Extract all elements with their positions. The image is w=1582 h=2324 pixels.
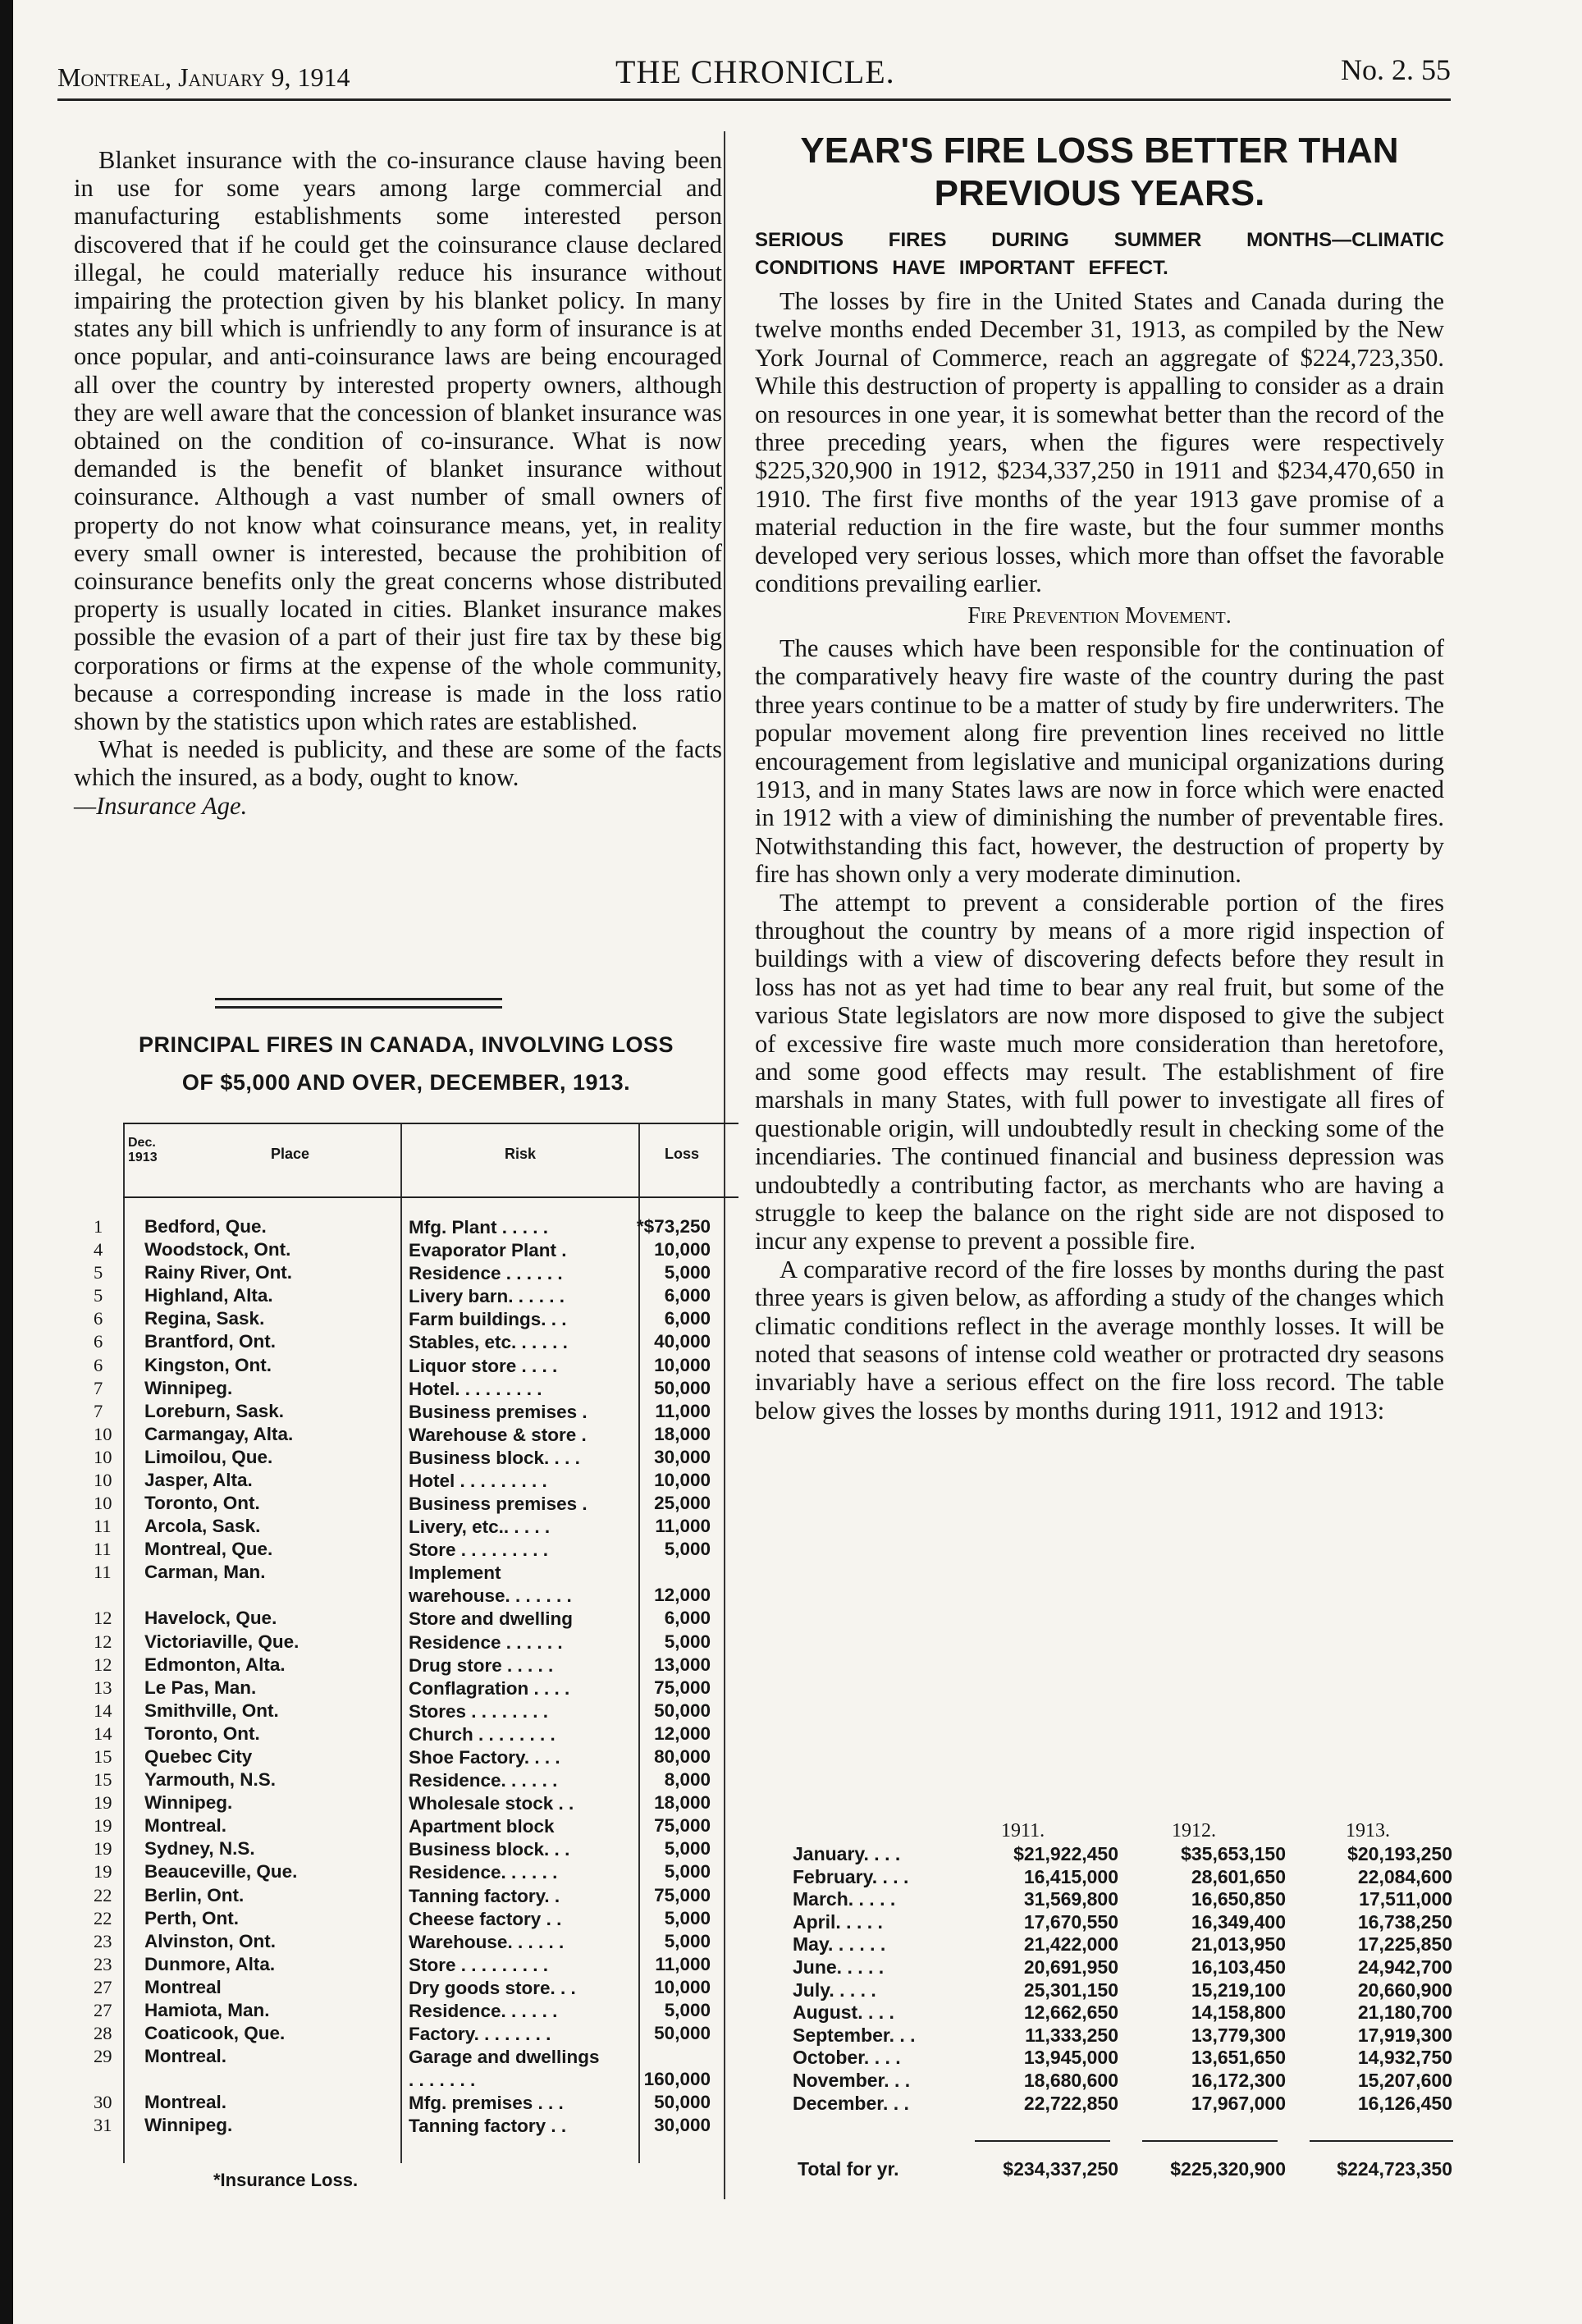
- col-header-place: Place: [271, 1146, 310, 1162]
- fire-place: Edmonton, Alta.: [144, 1654, 286, 1675]
- fires-table-row: [94, 1377, 738, 1401]
- loss-1912: 15,219,100: [1191, 1979, 1286, 2001]
- fire-place: Quebec City: [144, 1745, 253, 1767]
- fire-loss: 50,000: [654, 2023, 711, 2044]
- fire-date: 10: [94, 1423, 112, 1444]
- fire-date: 6: [94, 1308, 103, 1329]
- fires-table-footnote: *Insurance Loss.: [213, 2170, 359, 2190]
- loss-1913: $20,193,250: [1347, 1843, 1452, 1864]
- loss-1912: 16,349,400: [1191, 1910, 1286, 1933]
- fires-table-row: [94, 1562, 738, 1608]
- fire-place: Winnipeg.: [144, 1792, 233, 1814]
- loss-1913: 24,942,700: [1357, 1956, 1452, 1978]
- left-article-paragraph-1: Blanket insurance with the co-insurance clause having been in use for some years among large commercial and manufacturing establishments some interested person discovered that if he could get the coinsurance clause declared illegal, he could materially reduce his insurance without impairing the protection given by his blanket policy. In many states any bill which is unfriendly to any form of insurance is at once popular, and anti-coinsurance laws are being encouraged all over the country by interested property owners, although they are well aware that the concession of blanket insurance was obtained on the condition of co-insurance. What is now demanded is the benefit of blanket insurance without coinsurance. Although a vast number of small owners of property do not know what coinsurance means, yet, in reality every small owner is interested, because the prohibition of coinsurance benefits only the great concerns whose distributed property is usually located in cities. Blanket insurance makes possible the evasion of a part of their just fire tax by these big corporations or firms at the expense of the whole community, because a corresponding increase is made in the loss ratio shown by the statistics upon which rates are established.: [74, 146, 722, 736]
- fire-place: Woodstock, Ont.: [144, 1239, 291, 1260]
- loss-1911: 16,415,000: [1023, 1865, 1118, 1887]
- fire-loss: 5,000: [664, 2000, 711, 2020]
- fire-loss: 13,000: [654, 1654, 711, 1675]
- month-label: July. . . . .: [793, 1979, 876, 2001]
- loss-1912: 16,103,450: [1191, 1956, 1286, 1978]
- fire-date: 7: [94, 1377, 103, 1398]
- fire-place: Sydney, N.S.: [144, 1838, 255, 1860]
- fire-place: Brantford, Ont.: [144, 1331, 276, 1352]
- fires-table-row: [94, 2092, 738, 2115]
- fires-table-row: [94, 1493, 738, 1516]
- fire-loss: 18,000: [654, 1792, 711, 1814]
- fire-loss: 40,000: [654, 1331, 711, 1352]
- fires-table-row: [94, 1354, 738, 1378]
- fire-place: Arcola, Sask.: [144, 1516, 261, 1537]
- fire-loss: 18,000: [654, 1423, 711, 1444]
- fire-place: Carman, Man.: [144, 1562, 266, 1583]
- fire-date: 22: [94, 1907, 112, 1928]
- fire-date: 10: [94, 1493, 112, 1514]
- monthly-table-row: [788, 2070, 1461, 2093]
- fire-loss: 10,000: [654, 1354, 711, 1375]
- fire-date: 27: [94, 2000, 112, 2020]
- fire-place: Highland, Alta.: [144, 1285, 273, 1306]
- loss-1913: 16,738,250: [1357, 1910, 1452, 1933]
- fires-table-row: [94, 1745, 738, 1769]
- fire-risk: Farm buildings. . .: [409, 1309, 567, 1330]
- fires-table-row: [94, 1239, 738, 1262]
- fire-loss: 5,000: [664, 1539, 711, 1560]
- fire-place: Coaticook, Que.: [144, 2023, 286, 2044]
- right-article: [755, 130, 1444, 1425]
- fire-loss: 50,000: [654, 2092, 711, 2113]
- right-article-subtitle: SERIOUS FIRES DURING SUMMER MONTHS—CLIMATIC CONDITIONS HAVE IMPORTANT EFFECT.: [755, 229, 1444, 279]
- month-label: October. . . .: [793, 2047, 901, 2069]
- fires-table-row: [94, 1631, 738, 1654]
- page-header: [57, 48, 1451, 105]
- col-header-dec: Dec. 1913: [128, 1136, 158, 1164]
- fire-risk: Cheese factory . .: [409, 1908, 562, 1929]
- fire-date: 5: [94, 1285, 103, 1306]
- fires-table-row: [94, 1608, 738, 1631]
- fire-loss: 75,000: [654, 1815, 711, 1837]
- loss-1911: 18,680,600: [1023, 2069, 1118, 2091]
- monthly-table-row: [788, 1843, 1461, 1866]
- fire-risk: Factory. . . . . . . .: [409, 2024, 551, 2045]
- loss-1913: 15,207,600: [1357, 2069, 1452, 2091]
- fire-risk: Shoe Factory. . . .: [409, 1746, 560, 1768]
- fire-date: 31: [94, 2115, 112, 2136]
- fire-loss: 5,000: [664, 1838, 711, 1860]
- fire-date: 15: [94, 1769, 112, 1791]
- fire-date: 12: [94, 1631, 112, 1652]
- fires-table-row: [94, 2115, 738, 2138]
- fire-place: Dunmore, Alta.: [144, 1953, 276, 1974]
- loss-1911: 22,722,850: [1023, 2092, 1118, 2114]
- fire-risk: Liquor store . . . .: [409, 1355, 558, 1376]
- fire-place: Carmangay, Alta.: [144, 1423, 294, 1444]
- monthly-table-year-headers: [788, 1820, 1461, 1843]
- fire-place: Montreal.: [144, 1815, 227, 1837]
- fires-table: [94, 1123, 738, 2138]
- fire-place: Regina, Sask.: [144, 1308, 265, 1329]
- fires-table-row: [94, 1331, 738, 1354]
- fire-date: 19: [94, 1861, 112, 1883]
- fire-loss: *$73,250: [636, 1216, 711, 1237]
- fire-loss: 10,000: [654, 1239, 711, 1260]
- fires-table-row: [94, 1446, 738, 1470]
- monthly-loss-table: [788, 1820, 1461, 2115]
- total-rule-1911: [975, 2140, 1110, 2142]
- fires-table-row: [94, 1423, 738, 1447]
- fire-place: Perth, Ont.: [144, 1907, 240, 1928]
- fires-table-row: [94, 2023, 738, 2046]
- loss-1911: 12,662,650: [1023, 2001, 1118, 2024]
- fire-loss: 30,000: [654, 2115, 711, 2136]
- fires-table-row: [94, 1907, 738, 1931]
- fire-date: 6: [94, 1331, 103, 1352]
- fires-table-row: [94, 1769, 738, 1792]
- loss-1913: 17,511,000: [1359, 1888, 1452, 1910]
- fire-loss: 10,000: [654, 1470, 711, 1491]
- fire-place: Smithville, Ont.: [144, 1700, 279, 1721]
- month-label: April. . . . .: [793, 1910, 883, 1933]
- left-article-source: —Insurance Age.: [74, 791, 248, 820]
- loss-1912: 13,779,300: [1191, 2024, 1286, 2046]
- fire-place: Winnipeg.: [144, 2115, 233, 2136]
- monthly-table-row: [788, 1888, 1461, 1911]
- ornament-rule-bottom: [215, 1006, 502, 1009]
- fires-table-row: [94, 2046, 738, 2092]
- fire-risk: Business premises .: [409, 1401, 588, 1422]
- monthly-table-row: [788, 1979, 1461, 2002]
- right-article-paragraph-4: A comparative record of the fire losses by months during the past three years is given below, as affording a study of the changes which climatic conditions reflect in the average monthly losses. It will be noted that seasons of intense cold weather or protracted dry seasons invariably have a serious effect on the fire loss record. The table below gives the losses by months during 1911, 1912 and 1913:: [755, 1255, 1444, 1425]
- fires-table-row: [94, 1308, 738, 1331]
- fires-table-row: [94, 1677, 738, 1700]
- fires-table-row: [94, 1953, 738, 1977]
- fire-place: Jasper, Alta.: [144, 1470, 253, 1491]
- binding-edge: [0, 0, 13, 2324]
- fire-date: 28: [94, 2023, 112, 2044]
- monthly-table-row: [788, 2024, 1461, 2047]
- fire-risk: Evaporator Plant .: [409, 1240, 567, 1261]
- fire-risk: Business premises .: [409, 1494, 588, 1515]
- fire-loss: 5,000: [664, 1631, 711, 1652]
- loss-1913: 20,660,900: [1357, 1979, 1452, 2001]
- fires-table-row: [94, 1539, 738, 1562]
- fire-date: 29: [94, 2046, 112, 2067]
- fire-risk: Residence. . . . . .: [409, 1862, 558, 1883]
- fire-risk: Tanning factory . .: [409, 2116, 567, 2137]
- fire-date: 4: [94, 1239, 103, 1260]
- loss-1913: 17,919,300: [1357, 2024, 1452, 2046]
- fire-loss: 80,000: [654, 1745, 711, 1767]
- fire-loss: 5,000: [664, 1861, 711, 1883]
- fire-risk: Wholesale stock . .: [409, 1793, 574, 1814]
- fire-risk: Residence. . . . . .: [409, 2001, 558, 2021]
- fires-table-row: [94, 1838, 738, 1861]
- monthly-table-row: [788, 1933, 1461, 1956]
- fires-table-row: [94, 1722, 738, 1746]
- fire-loss: 6,000: [664, 1285, 711, 1306]
- fire-place: Montreal.: [144, 2092, 227, 2113]
- fire-place: Montreal, Que.: [144, 1539, 273, 1560]
- fire-loss: 10,000: [654, 1976, 711, 1997]
- monthly-table-row: [788, 1956, 1461, 1979]
- fire-risk: Hotel . . . . . . . . .: [409, 1471, 547, 1492]
- fire-risk: Warehouse & store .: [409, 1424, 587, 1445]
- monthly-table-body: [788, 1843, 1461, 2115]
- header-rule: [57, 98, 1451, 101]
- loss-1913: 14,932,750: [1357, 2047, 1452, 2069]
- fire-place: Beauceville, Que.: [144, 1861, 298, 1883]
- fires-table-row: [94, 1861, 738, 1884]
- fire-place: Hamiota, Man.: [144, 2000, 270, 2020]
- fire-loss: 11,000: [655, 1953, 711, 1974]
- monthly-table-total-row: [788, 2158, 1461, 2183]
- fires-table-row: [94, 2000, 738, 2023]
- fire-place: Kingston, Ont.: [144, 1354, 272, 1375]
- fires-table-row: [94, 1216, 738, 1239]
- fire-loss: 50,000: [654, 1377, 711, 1398]
- fires-table-row: [94, 1285, 738, 1308]
- fire-date: 19: [94, 1815, 112, 1837]
- monthly-table-row: [788, 2047, 1461, 2070]
- fire-place: Toronto, Ont.: [144, 1493, 260, 1514]
- fire-loss: 50,000: [654, 1700, 711, 1721]
- fire-loss: 25,000: [654, 1493, 711, 1514]
- fire-risk: Business block. . . .: [409, 1447, 580, 1468]
- fire-date: 6: [94, 1354, 103, 1375]
- fires-table-row: [94, 1262, 738, 1285]
- month-label: February. . . .: [793, 1865, 909, 1887]
- fire-risk: Residence. . . . . .: [409, 1770, 558, 1791]
- loss-1912: 17,967,000: [1191, 2092, 1286, 2114]
- fire-loss: 8,000: [664, 1769, 711, 1791]
- loss-1912: 21,013,950: [1191, 1933, 1286, 1956]
- fire-place: Montreal: [144, 1976, 222, 1997]
- total-1912: $225,320,900: [1170, 2158, 1286, 2180]
- fire-loss: 11,000: [655, 1516, 711, 1537]
- fires-table-row: [94, 1930, 738, 1954]
- loss-1911: 31,569,800: [1023, 1888, 1118, 1910]
- fires-table-row: [94, 1470, 738, 1493]
- col-header-loss: Loss: [665, 1146, 700, 1162]
- col-header-risk: Risk: [505, 1146, 537, 1162]
- fire-date: 7: [94, 1400, 103, 1421]
- fire-date: 15: [94, 1745, 112, 1767]
- fire-loss: 6,000: [664, 1608, 711, 1629]
- fire-risk: Warehouse. . . . . .: [409, 1931, 565, 1952]
- fire-place: Havelock, Que.: [144, 1608, 277, 1629]
- loss-1911: 25,301,150: [1023, 1979, 1118, 2001]
- fire-risk: Store . . . . . . . . .: [409, 1539, 549, 1561]
- monthly-table-row: [788, 2001, 1461, 2024]
- fire-place: Victoriaville, Que.: [144, 1631, 299, 1652]
- fire-loss: 160,000: [643, 2069, 711, 2090]
- fire-loss: 75,000: [654, 1884, 711, 1905]
- loss-1911: 13,945,000: [1023, 2047, 1118, 2069]
- fires-table-row: [94, 1792, 738, 1815]
- fire-date: 10: [94, 1470, 112, 1491]
- fire-place: Alvinston, Ont.: [144, 1930, 276, 1951]
- fire-risk: Tanning factory. .: [409, 1885, 560, 1906]
- year-header-1911: 1911.: [1001, 1820, 1045, 1841]
- loss-1913: 22,084,600: [1357, 1865, 1452, 1887]
- fire-date: 5: [94, 1262, 103, 1283]
- fire-place: Rainy River, Ont.: [144, 1262, 293, 1283]
- fire-place: Loreburn, Sask.: [144, 1400, 285, 1421]
- fires-table-row: [94, 1884, 738, 1908]
- fires-table-row: [94, 1815, 738, 1838]
- loss-1912: 14,158,800: [1191, 2001, 1286, 2024]
- loss-1911: $21,922,450: [1013, 1843, 1118, 1864]
- fire-risk: Livery barn. . . . . .: [409, 1286, 565, 1307]
- fire-risk: Stables, etc. . . . . .: [409, 1332, 568, 1353]
- fire-risk: Mfg. Plant . . . . .: [409, 1217, 549, 1237]
- fire-loss: 6,000: [664, 1308, 711, 1329]
- fire-date: 23: [94, 1953, 112, 1974]
- fire-loss: 5,000: [664, 1262, 711, 1283]
- loss-1912: $35,653,150: [1181, 1843, 1286, 1864]
- month-label: September. . .: [793, 2024, 916, 2046]
- fire-date: 14: [94, 1722, 112, 1744]
- fire-risk: Residence . . . . . .: [409, 1263, 563, 1284]
- fire-date: 23: [94, 1930, 112, 1951]
- fire-risk: Store . . . . . . . . .: [409, 1954, 549, 1975]
- year-header-1912: 1912.: [1172, 1820, 1216, 1841]
- fire-place: Yarmouth, N.S.: [144, 1769, 277, 1791]
- loss-1912: 16,650,850: [1191, 1888, 1286, 1910]
- fires-table-title-line-1: PRINCIPAL FIRES IN CANADA, INVOLVING LOSS: [138, 1032, 674, 1057]
- fire-loss: 11,000: [655, 1400, 711, 1421]
- fire-risk: Livery, etc.. . . . .: [409, 1517, 551, 1538]
- fire-loss: 5,000: [664, 1907, 711, 1928]
- header-dateline: Montreal, January 9, 1914: [57, 62, 350, 92]
- fire-loss: 75,000: [654, 1677, 711, 1698]
- monthly-table-row: [788, 2093, 1461, 2116]
- fire-date: 27: [94, 1976, 112, 1997]
- fire-place: Toronto, Ont.: [144, 1722, 260, 1744]
- total-1911: $234,337,250: [1003, 2158, 1118, 2180]
- right-article-section-heading: Fire Prevention Movement.: [967, 603, 1232, 629]
- fires-table-row: [94, 1654, 738, 1677]
- fire-date: 12: [94, 1654, 112, 1675]
- fire-date: 30: [94, 2092, 112, 2113]
- loss-1911: 11,333,250: [1025, 2024, 1118, 2046]
- fire-risk: Mfg. premises . . .: [409, 2093, 564, 2114]
- fire-risk: Garage and dwellings . . . . . . .: [409, 2047, 600, 2091]
- month-label: January. . . .: [793, 1843, 901, 1864]
- left-article-paragraph-2: What is needed is publicity, and these are some of the facts which the insured, as a body, ought to know.: [74, 735, 722, 792]
- header-publication-title: THE CHRONICLE.: [615, 53, 895, 90]
- fire-date: 11: [94, 1539, 112, 1560]
- fire-loss: 5,000: [664, 1930, 711, 1951]
- fire-place: Le Pas, Man.: [144, 1677, 257, 1698]
- month-label: December. . .: [793, 2092, 909, 2114]
- loss-1912: 28,601,650: [1191, 1865, 1286, 1887]
- fire-place: Bedford, Que.: [144, 1216, 267, 1237]
- fires-table-body: [94, 1216, 738, 2138]
- month-label: November. . .: [793, 2069, 911, 2091]
- fire-risk: Residence . . . . . .: [409, 1631, 563, 1653]
- fire-date: 13: [94, 1677, 112, 1698]
- loss-1911: 20,691,950: [1023, 1956, 1118, 1978]
- loss-1911: 21,422,000: [1023, 1933, 1118, 1956]
- fire-loss: 12,000: [654, 1722, 711, 1744]
- right-article-paragraph-3: The attempt to prevent a considerable portion of the fires throughout the country by means of a more rigid inspection of buildings with a view of discovering defects before they result in loss has not as yet had time to bear any real fruit, but some of the various State legislators are now more disposed to give the subject of excessive fire waste much more consideration than heretofore, and some good effects may result. The establishment of fire marshals in many States, with full power to investigate all fires of questionable origin, will undoubtedly result in checking some of the incendiaries. The continued financial and business depression was undoubtedly a contributing factor, as merchants who are having a struggle to keep the balance on the right side are not disposed to incur any expense to prevent a possible fire.: [755, 888, 1444, 1256]
- fire-risk: Conflagration . . . .: [409, 1677, 570, 1699]
- loss-1912: 13,651,650: [1191, 2047, 1286, 2069]
- loss-1913: 21,180,700: [1357, 2001, 1452, 2024]
- ornament-rule-top: [215, 998, 502, 1000]
- fire-risk: Store and dwelling: [409, 1608, 574, 1630]
- year-header-1913: 1913.: [1346, 1820, 1390, 1841]
- fires-table-row: [94, 1516, 738, 1539]
- total-rule-1912: [1142, 2140, 1278, 2142]
- fire-risk: Implement warehouse. . . . . . .: [409, 1562, 572, 1607]
- total-1913: $224,723,350: [1337, 2158, 1452, 2180]
- header-issue-page: No. 2. 55: [1341, 53, 1451, 86]
- left-article: [74, 146, 722, 820]
- fire-date: 22: [94, 1884, 112, 1905]
- fire-date: 11: [94, 1516, 112, 1537]
- fire-place: Montreal.: [144, 2046, 227, 2067]
- monthly-table-row: [788, 1866, 1461, 1889]
- fire-date: 14: [94, 1700, 112, 1721]
- loss-1912: 16,172,300: [1191, 2069, 1286, 2091]
- loss-1913: 16,126,450: [1357, 2092, 1452, 2114]
- loss-1913: 17,225,850: [1357, 1933, 1452, 1956]
- fire-place: Winnipeg.: [144, 1377, 233, 1398]
- fires-table-row: [94, 1400, 738, 1424]
- fires-table-header: [123, 1123, 738, 1198]
- total-rule-1913: [1310, 2140, 1453, 2142]
- fire-loss: 30,000: [654, 1446, 711, 1467]
- fire-date: 10: [94, 1446, 112, 1467]
- fire-date: 1: [94, 1216, 103, 1237]
- fires-table-row: [94, 1976, 738, 2000]
- month-label: May. . . . . .: [793, 1933, 886, 1956]
- fires-table-title-line-2: OF $5,000 AND OVER, DECEMBER, 1913.: [181, 1070, 631, 1095]
- fires-table-row: [94, 1700, 738, 1723]
- fires-table-title: [82, 1026, 730, 1101]
- fire-date: 19: [94, 1838, 112, 1860]
- right-article-paragraph-2: The causes which have been responsible for the continuation of the comparatively heavy fire waste of the country during the past three years continue to be a matter of study by fire underwriters. The popular movement along fire prevention lines received no little encouragement from legislative and municipal organizations during 1913, and in many States laws are now in force which were enacted in 1912 with a view of diminishing the number of preventable fires. Notwithstanding this fact, however, the destruction of property by fire has shown only a very moderate diminution.: [755, 634, 1444, 889]
- fire-risk: Hotel. . . . . . . . .: [409, 1378, 542, 1399]
- right-article-title: YEAR'S FIRE LOSS BETTER THAN PREVIOUS YEARS.: [800, 130, 1399, 213]
- fire-date: 11: [94, 1562, 112, 1583]
- fire-date: 12: [94, 1608, 112, 1629]
- fire-risk: Church . . . . . . . .: [409, 1723, 556, 1745]
- fire-place: Limoilou, Que.: [144, 1446, 273, 1467]
- fire-risk: Business block. . .: [409, 1839, 570, 1860]
- fire-risk: Apartment block: [409, 1816, 555, 1837]
- fire-date: 19: [94, 1792, 112, 1814]
- month-label: March. . . . .: [793, 1888, 896, 1910]
- right-article-paragraph-1: The losses by fire in the United States and Canada during the twelve months ended December 31, 1913, as compiled by the New York Journal of Commerce, reach an aggregate of $224,723,350. While this destruction of property is appalling to consider as a drain on resources in one year, it is somewhat better than the record of the three preceding years, when the figures were respectively $225,320,900 in 1912, $234,337,250 in 1911 and $234,470,650 in 1910. The first five months of the year 1913 gave promise of a material reduction in the fire waste, but the four summer months developed very serious losses, which more than offset the favorable conditions prevailing earlier.: [755, 287, 1444, 598]
- fire-risk: Dry goods store. . .: [409, 1977, 576, 1998]
- fire-risk: Drug store . . . . .: [409, 1654, 554, 1676]
- fire-loss: 12,000: [654, 1585, 711, 1606]
- fire-place: Berlin, Ont.: [144, 1884, 245, 1905]
- month-label: June. . . . .: [793, 1956, 885, 1978]
- monthly-table-row: [788, 1911, 1461, 1934]
- month-label: August. . . .: [793, 2001, 894, 2024]
- fire-risk: Stores . . . . . . . .: [409, 1700, 549, 1722]
- total-label: Total for yr.: [798, 2158, 899, 2180]
- loss-1911: 17,670,550: [1023, 1910, 1118, 1933]
